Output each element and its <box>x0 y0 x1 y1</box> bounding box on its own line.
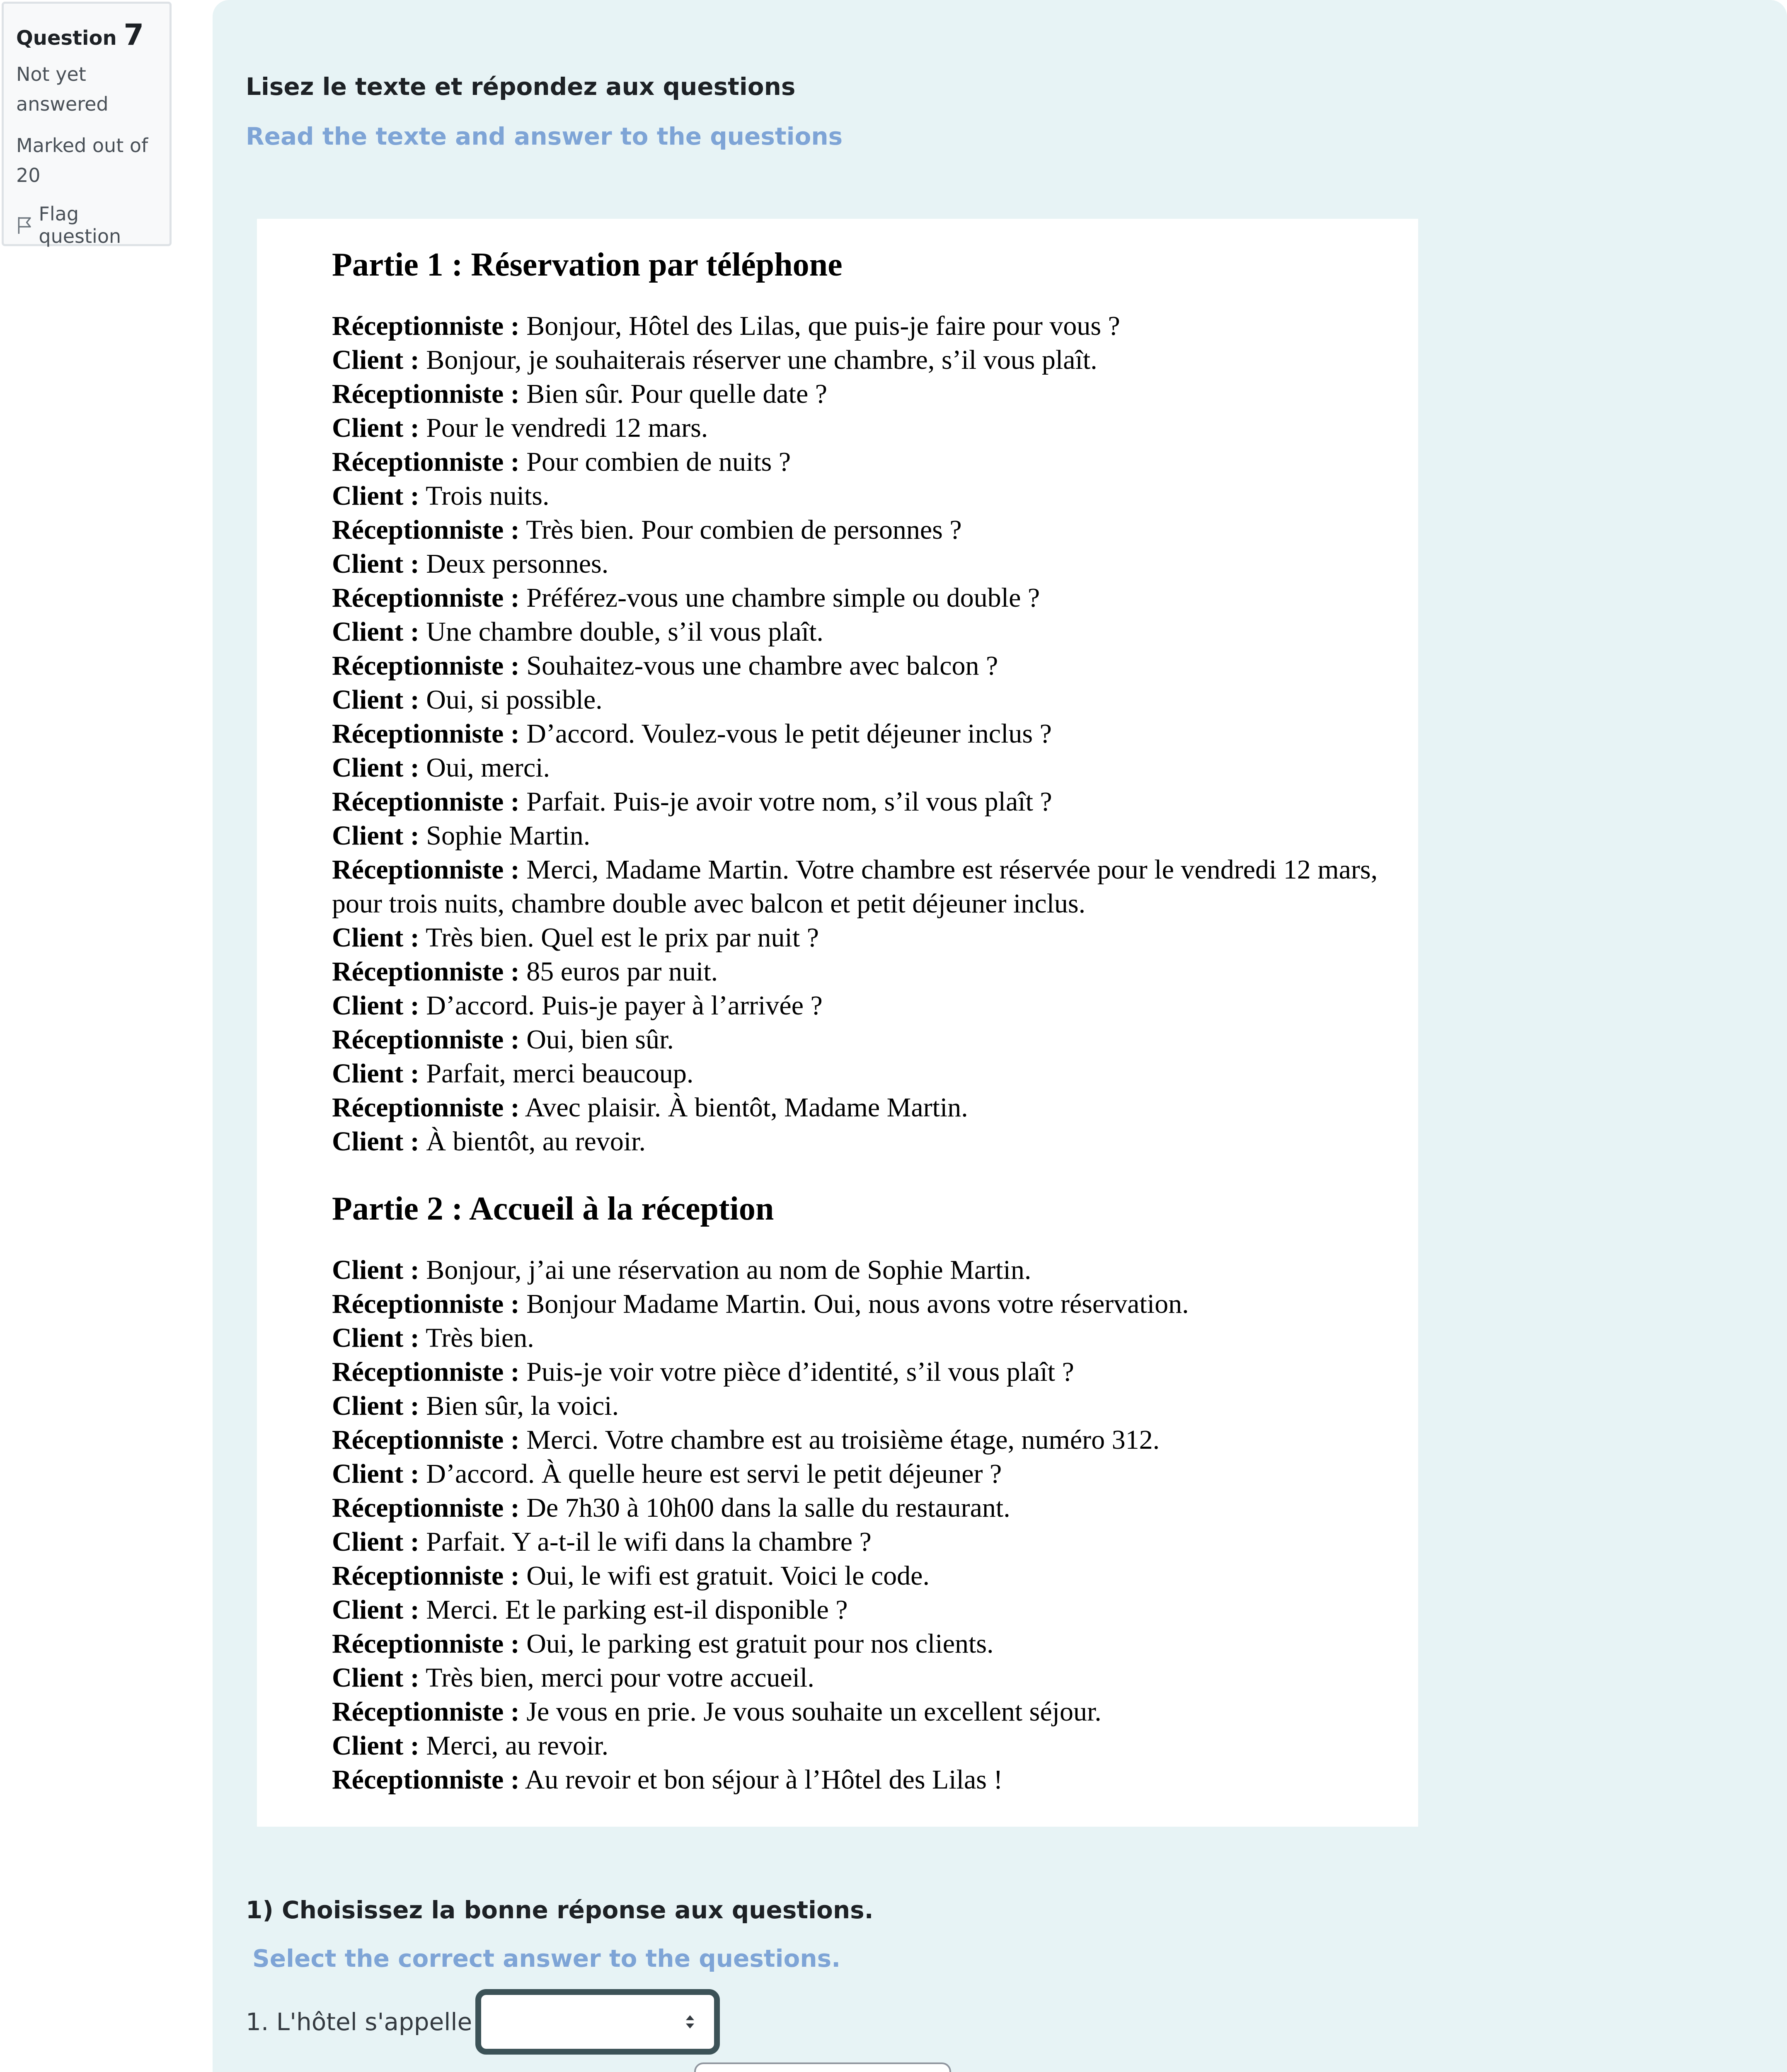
dialogue-speaker: Client : <box>332 821 419 851</box>
dialogue-text: D’accord. À quelle heure est servi le petit déjeuner ? <box>419 1459 1002 1489</box>
dialogue-line <box>332 1423 1418 1457</box>
dialogue-speaker: Client : <box>332 753 419 783</box>
dialogue-text: Avec plaisir. À bientôt, Madame Martin. <box>519 1092 968 1123</box>
dialogue-line <box>332 1627 1418 1661</box>
dialogue-text: Oui, le parking est gratuit pour nos clients. <box>519 1629 994 1659</box>
dialogue-line <box>332 955 1418 989</box>
dialogue-text: Merci. Et le parking est-il disponible ? <box>419 1595 848 1625</box>
answer-select[interactable] <box>694 2062 951 2072</box>
dialogue-text: Bien sûr, la voici. <box>419 1391 619 1421</box>
dialogue-speaker: Réceptionniste : <box>332 1561 520 1591</box>
answer-select[interactable] <box>475 1989 720 2055</box>
dialogue-line <box>332 479 1418 513</box>
instructions-en: Read the texte and answer to the questions <box>246 122 843 150</box>
dialogue-line <box>332 309 1418 343</box>
dialogue-speaker: Réceptionniste : <box>332 1024 520 1055</box>
dialogue-text: Sophie Martin. <box>419 821 591 851</box>
dialogue-line <box>332 819 1418 853</box>
dialogue-speaker: Réceptionniste : <box>332 956 520 987</box>
question-row <box>246 1989 720 2055</box>
dialogue-line <box>332 615 1418 649</box>
dialogue-line <box>332 1287 1418 1321</box>
dialogue-line <box>332 649 1418 683</box>
dialogue-speaker: Réceptionniste : <box>332 1629 520 1659</box>
dialogue-line <box>332 1321 1418 1355</box>
dialogue-line <box>332 1057 1418 1091</box>
part1-title: Partie 1 : Réservation par téléphone <box>332 247 843 283</box>
dialogue-text: Bonjour, j’ai une réservation au nom de Sophie Martin. <box>419 1255 1032 1285</box>
dialogue-document <box>257 219 1418 1827</box>
dialogue-text: D’accord. Voulez-vous le petit déjeuner inclus ? <box>519 719 1052 749</box>
dialogue-text: Merci. Votre chambre est au troisième étage, numéro 312. <box>519 1425 1160 1455</box>
dialogue-line <box>332 683 1418 717</box>
dialogue-text: Trois nuits. <box>419 481 550 511</box>
part2-dialogue <box>332 1253 1418 1797</box>
dialogue-speaker: Client : <box>332 685 419 715</box>
dialogue-speaker: Réceptionniste : <box>332 787 520 817</box>
dialogue-speaker: Client : <box>332 345 419 375</box>
dialogue-text: Parfait. Puis-je avoir votre nom, s’il vous plaît ? <box>519 787 1052 817</box>
instructions-fr: Lisez le texte et répondez aux questions <box>246 73 796 101</box>
dialogue-speaker: Réceptionniste : <box>332 515 520 545</box>
dialogue-line <box>332 1023 1418 1057</box>
dialogue-line <box>332 1661 1418 1695</box>
dialogue-text: Deux personnes. <box>419 549 609 579</box>
dialogue-text: Très bien. Pour combien de personnes ? <box>519 515 962 545</box>
part2-title: Partie 2 : Accueil à la réception <box>332 1191 774 1227</box>
dialogue-text: Oui, bien sûr. <box>519 1024 674 1055</box>
dialogue-text: Bonjour, Hôtel des Lilas, que puis-je faire pour vous ? <box>519 311 1120 341</box>
question-label: Question <box>16 27 117 50</box>
question-row <box>246 2062 951 2072</box>
dialogue-speaker: Client : <box>332 1058 419 1089</box>
dialogue-line <box>332 1763 1418 1797</box>
dialogue-text: De 7h30 à 10h00 dans la salle du restaurant. <box>519 1493 1010 1523</box>
flag-question-link[interactable] <box>16 203 157 247</box>
dialogue-speaker: Réceptionniste : <box>332 651 520 681</box>
dialogue-speaker: Client : <box>332 990 419 1021</box>
dialogue-text: Pour le vendredi 12 mars. <box>419 413 708 443</box>
question-label: 1. L'hôtel s'appelle <box>246 2008 472 2036</box>
dialogue-speaker: Client : <box>332 549 419 579</box>
dialogue-line <box>332 1559 1418 1593</box>
dialogue-speaker: Réceptionniste : <box>332 447 520 477</box>
questions-title-fr: 1) Choisissez la bonne réponse aux questions. <box>246 1896 874 1924</box>
flag-question-label: Flag question <box>39 203 121 247</box>
dialogue-line <box>332 853 1393 921</box>
dialogue-line <box>332 411 1418 445</box>
dialogue-speaker: Réceptionniste : <box>332 311 520 341</box>
dialogue-speaker: Réceptionniste : <box>332 1357 520 1387</box>
dialogue-speaker: Client : <box>332 481 419 511</box>
dialogue-speaker: Réceptionniste : <box>332 583 520 613</box>
dialogue-speaker: Client : <box>332 617 419 647</box>
dialogue-text: À bientôt, au revoir. <box>419 1126 646 1157</box>
dialogue-text: Parfait. Y a-t-il le wifi dans la chambre ? <box>419 1527 872 1557</box>
dialogue-text: 85 euros par nuit. <box>519 956 718 987</box>
dialogue-line <box>332 1525 1418 1559</box>
dialogue-text: Oui, le wifi est gratuit. Voici le code. <box>519 1561 930 1591</box>
question-content-panel <box>213 0 1787 2072</box>
dialogue-speaker: Réceptionniste : <box>332 1697 520 1727</box>
dialogue-text: Préférez-vous une chambre simple ou double ? <box>519 583 1040 613</box>
dialogue-line <box>332 581 1418 615</box>
dialogue-speaker: Réceptionniste : <box>332 1493 520 1523</box>
dialogue-text: Merci, au revoir. <box>419 1731 609 1761</box>
dialogue-line <box>332 785 1418 819</box>
dialogue-line <box>332 717 1418 751</box>
dialogue-speaker: Client : <box>332 1595 419 1625</box>
dialogue-line <box>332 1491 1418 1525</box>
dialogue-speaker: Réceptionniste : <box>332 854 520 885</box>
dialogue-speaker: Client : <box>332 1527 419 1557</box>
dialogue-speaker: Client : <box>332 1255 419 1285</box>
dialogue-line <box>332 921 1418 955</box>
dialogue-speaker: Réceptionniste : <box>332 379 520 409</box>
dialogue-text: Souhaitez-vous une chambre avec balcon ? <box>519 651 998 681</box>
dialogue-line <box>332 1125 1418 1159</box>
dialogue-text: Une chambre double, s’il vous plaît. <box>419 617 823 647</box>
dialogue-speaker: Réceptionniste : <box>332 1092 520 1123</box>
dialogue-line <box>332 1593 1418 1627</box>
question-number-value: 7 <box>123 18 144 52</box>
dialogue-text: Très bien, merci pour votre accueil. <box>419 1663 814 1693</box>
dialogue-speaker: Client : <box>332 413 419 443</box>
dialogue-line <box>332 377 1418 411</box>
dialogue-speaker: Réceptionniste : <box>332 1289 520 1319</box>
dialogue-speaker: Client : <box>332 1459 419 1489</box>
dialogue-line <box>332 1253 1418 1287</box>
dialogue-text: Pour combien de nuits ? <box>519 447 791 477</box>
dialogue-line <box>332 445 1418 479</box>
questions-title-en: Select the correct answer to the questions. <box>252 1944 841 1973</box>
dialogue-speaker: Client : <box>332 1663 419 1693</box>
dialogue-speaker: Client : <box>332 1731 419 1761</box>
dialogue-speaker: Client : <box>332 1391 419 1421</box>
dialogue-speaker: Réceptionniste : <box>332 719 520 749</box>
dialogue-speaker: Réceptionniste : <box>332 1765 520 1795</box>
dialogue-line <box>332 1091 1418 1125</box>
dialogue-text: Bien sûr. Pour quelle date ? <box>519 379 828 409</box>
dialogue-line <box>332 547 1418 581</box>
dialogue-line <box>332 1457 1418 1491</box>
dialogue-text: Je vous en prie. Je vous souhaite un excellent séjour. <box>519 1697 1102 1727</box>
dialogue-speaker: Réceptionniste : <box>332 1425 520 1455</box>
dialogue-text: D’accord. Puis-je payer à l’arrivée ? <box>419 990 823 1021</box>
part1-dialogue <box>332 309 1418 1159</box>
dialogue-text: Très bien. Quel est le prix par nuit ? <box>419 922 819 953</box>
dialogue-text: Oui, merci. <box>419 753 550 783</box>
question-info-box <box>2 2 172 246</box>
question-state: Not yet answered <box>16 63 109 115</box>
dialogue-line <box>332 1695 1418 1729</box>
dialogue-line <box>332 513 1418 547</box>
dialogue-text: Puis-je voir votre pièce d’identité, s’il vous plaît ? <box>519 1357 1074 1387</box>
question-grade: Marked out of 20 <box>16 134 148 186</box>
dialogue-text: Oui, si possible. <box>419 685 603 715</box>
question-number <box>16 18 157 52</box>
dialogue-speaker: Client : <box>332 922 419 953</box>
dialogue-speaker: Client : <box>332 1126 419 1157</box>
dialogue-line <box>332 343 1418 377</box>
dialogue-line <box>332 1729 1418 1763</box>
dialogue-line <box>332 751 1418 785</box>
flag-icon <box>16 215 34 235</box>
chevron-up-down-icon <box>684 2013 696 2031</box>
dialogue-line <box>332 1389 1418 1423</box>
dialogue-text: Bonjour Madame Martin. Oui, nous avons votre réservation. <box>519 1289 1189 1319</box>
dialogue-text: Au revoir et bon séjour à l’Hôtel des Lilas ! <box>519 1765 1003 1795</box>
dialogue-text: Merci, Madame Martin. Votre chambre est réservée pour le vendredi 12 mars, pour trois nuits, chambre double avec balcon et petit déjeuner inclus. <box>332 854 1378 919</box>
dialogue-text: Très bien. <box>419 1323 534 1353</box>
dialogue-text: Bonjour, je souhaiterais réserver une chambre, s’il vous plaît. <box>419 345 1097 375</box>
dialogue-line <box>332 989 1418 1023</box>
dialogue-speaker: Client : <box>332 1323 419 1353</box>
dialogue-line <box>332 1355 1418 1389</box>
dialogue-text: Parfait, merci beaucoup. <box>419 1058 694 1089</box>
